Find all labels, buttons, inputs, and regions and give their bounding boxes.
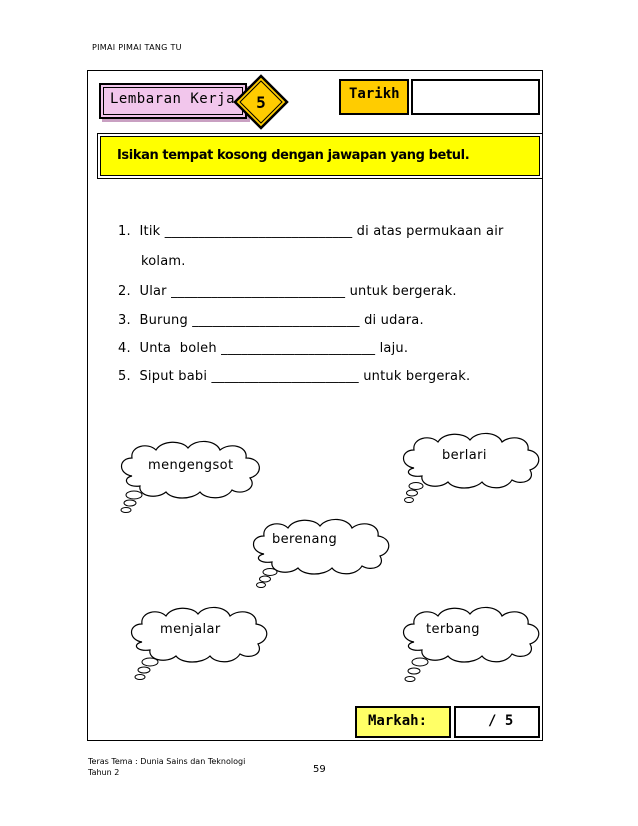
score-value: / 5 [488, 713, 514, 729]
worksheet-number: 5 [256, 93, 266, 112]
date-label: Tarikh [349, 86, 400, 102]
instruction-text: Isikan tempat kosong dengan jawapan yang betul. [117, 148, 470, 163]
question-number: 1. [118, 224, 131, 239]
question-text: Unta boleh [139, 341, 222, 356]
footer-theme: Teras Tema : Dunia Sains dan Teknologi [88, 757, 246, 766]
worksheet-number-diamond [233, 74, 289, 130]
answer-option-mengengsot: mengengsot [148, 458, 234, 473]
cloud-shape [244, 518, 394, 590]
score-label: Markah: [368, 713, 428, 729]
question-1 [118, 224, 504, 239]
question-text: Itik [139, 224, 165, 239]
question-4 [118, 341, 408, 356]
question-text: untuk bergerak. [358, 369, 471, 384]
answer-blank[interactable]: _________________________ [192, 313, 360, 328]
footer-year: Tahun 2 [88, 768, 120, 777]
question-text: Burung [139, 313, 193, 328]
question-text: Ular [139, 284, 172, 299]
answer-blank[interactable]: ____________________________ [164, 224, 353, 239]
question-1-continuation: kolam. [141, 254, 186, 269]
cloud-shape [396, 430, 544, 506]
cloud-shape [112, 436, 272, 516]
question-3 [118, 313, 424, 328]
answer-option-berlari: berlari [442, 448, 487, 463]
question-text: laju. [375, 341, 409, 356]
answer-blank[interactable]: _______________________ [221, 341, 376, 356]
page-number: 59 [313, 764, 326, 775]
question-number: 3. [118, 313, 131, 328]
question-5 [118, 369, 470, 384]
answer-option-terbang: terbang [426, 622, 480, 637]
date-field[interactable] [411, 79, 540, 115]
worksheet-label: Lembaran Kerja [110, 91, 236, 107]
cloud-shape [122, 604, 272, 684]
question-text: di udara. [359, 313, 424, 328]
answer-blank[interactable]: __________________________ [171, 284, 346, 299]
question-number: 2. [118, 284, 131, 299]
question-number: 5. [118, 369, 131, 384]
page-header: PIMAI PIMAI TANG TU [92, 43, 182, 52]
answer-blank[interactable]: ______________________ [211, 369, 359, 384]
question-number: 4. [118, 341, 131, 356]
cloud-shape [394, 602, 544, 686]
answer-option-berenang: berenang [272, 532, 338, 547]
question-text: di atas permukaan air [352, 224, 504, 239]
question-2 [118, 284, 457, 299]
question-text: untuk bergerak. [345, 284, 457, 299]
answer-option-menjalar: menjalar [160, 622, 221, 637]
question-text: Siput babi [139, 369, 212, 384]
